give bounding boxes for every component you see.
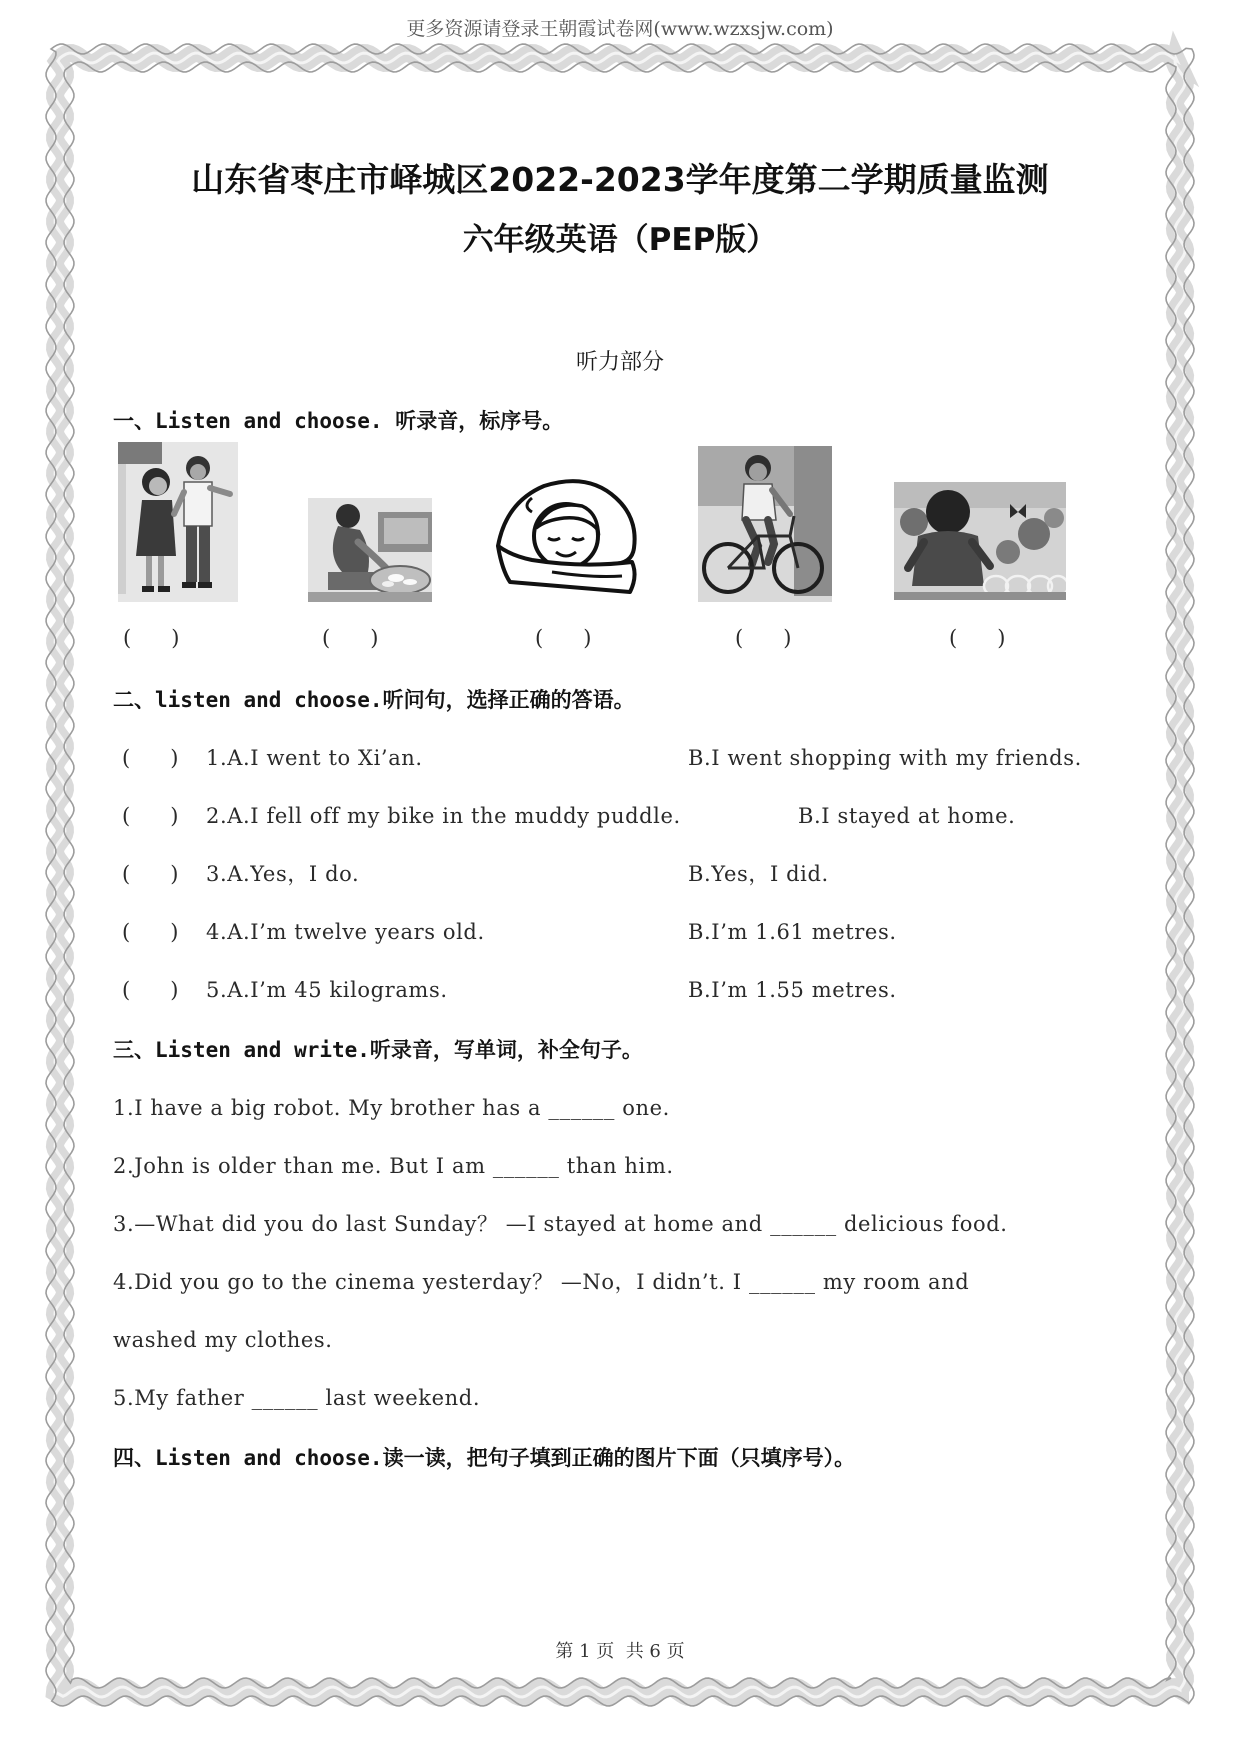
picture-2-answer-blank: ( ) xyxy=(322,626,379,650)
question-3-option-b: B.Yes，I did. xyxy=(688,862,829,886)
section-4-heading: 四、Listen and choose.读一读，把句子填到正确的图片下面（只填序号）。 xyxy=(113,1446,856,1470)
question-3-answer-blank: ( ) xyxy=(122,862,179,886)
fill-in-sentence-2: 2.John is older than me. But I am ______ than him. xyxy=(113,1154,674,1178)
exam-title: 山东省枣庄市峄城区2022-2023学年度第二学期质量监测 xyxy=(191,160,1049,199)
fill-in-sentence-3: 3.—What did you do last Sunday？ —I stayed at home and ______ delicious food. xyxy=(113,1212,1008,1236)
question-4-option-b: B.I’m 1.61 metres. xyxy=(688,920,897,944)
question-4-answer-blank: ( ) xyxy=(122,920,179,944)
boy-washing-clothes-picture xyxy=(308,498,432,602)
children-talking-picture xyxy=(118,442,238,602)
question-5-option-a: 5.A.I’m 45 kilograms. xyxy=(206,978,448,1002)
picture-1-answer-blank: ( ) xyxy=(123,626,180,650)
question-5-option-b: B.I’m 1.55 metres. xyxy=(688,978,897,1002)
sleeping-child-picture xyxy=(492,472,642,598)
page-number: 第 1 页 共 6 页 xyxy=(555,1641,685,1662)
fill-in-sentence-1: 1.I have a big robot. My brother has a ______ one. xyxy=(113,1096,670,1120)
question-5-answer-blank: ( ) xyxy=(122,978,179,1002)
exam-subtitle: 六年级英语（PEP版） xyxy=(462,222,778,258)
question-4-option-a: 4.A.I’m twelve years old. xyxy=(206,920,485,944)
section-2-heading: 二、listen and choose.听问句，选择正确的答语。 xyxy=(113,688,635,712)
question-1-answer-blank: ( ) xyxy=(122,746,179,770)
resource-site-note: 更多资源请登录王朝霞试卷网(www.wzxsjw.com) xyxy=(406,18,834,40)
boy-riding-bike-picture xyxy=(698,446,832,602)
girl-in-garden-picture xyxy=(894,482,1066,600)
picture-5-answer-blank: ( ) xyxy=(949,626,1006,650)
picture-3-answer-blank: ( ) xyxy=(535,626,592,650)
question-2-answer-blank: ( ) xyxy=(122,804,179,828)
listening-part-label: 听力部分 xyxy=(575,350,664,375)
question-1-option-a: 1.A.I went to Xi’an. xyxy=(206,746,423,770)
picture-4-answer-blank: ( ) xyxy=(735,626,792,650)
question-3-option-a: 3.A.Yes，I do. xyxy=(206,862,360,886)
fill-in-sentence-4: 4.Did you go to the cinema yesterday？ —No，I didn’t. I ______ my room and xyxy=(113,1270,970,1294)
section-1-heading: 一、Listen and choose. 听录音，标序号。 xyxy=(113,409,564,433)
fill-in-sentence-5: 5.My father ______ last weekend. xyxy=(113,1386,481,1410)
section-3-heading: 三、Listen and write.听录音，写单词，补全句子。 xyxy=(113,1038,643,1062)
question-2-option-b: B.I stayed at home. xyxy=(798,804,1016,828)
fill-in-sentence-4-continued: washed my clothes. xyxy=(113,1328,333,1352)
question-2-option-a: 2.A.I fell off my bike in the muddy puddle. xyxy=(206,804,681,828)
question-1-option-b: B.I went shopping with my friends. xyxy=(688,746,1082,770)
